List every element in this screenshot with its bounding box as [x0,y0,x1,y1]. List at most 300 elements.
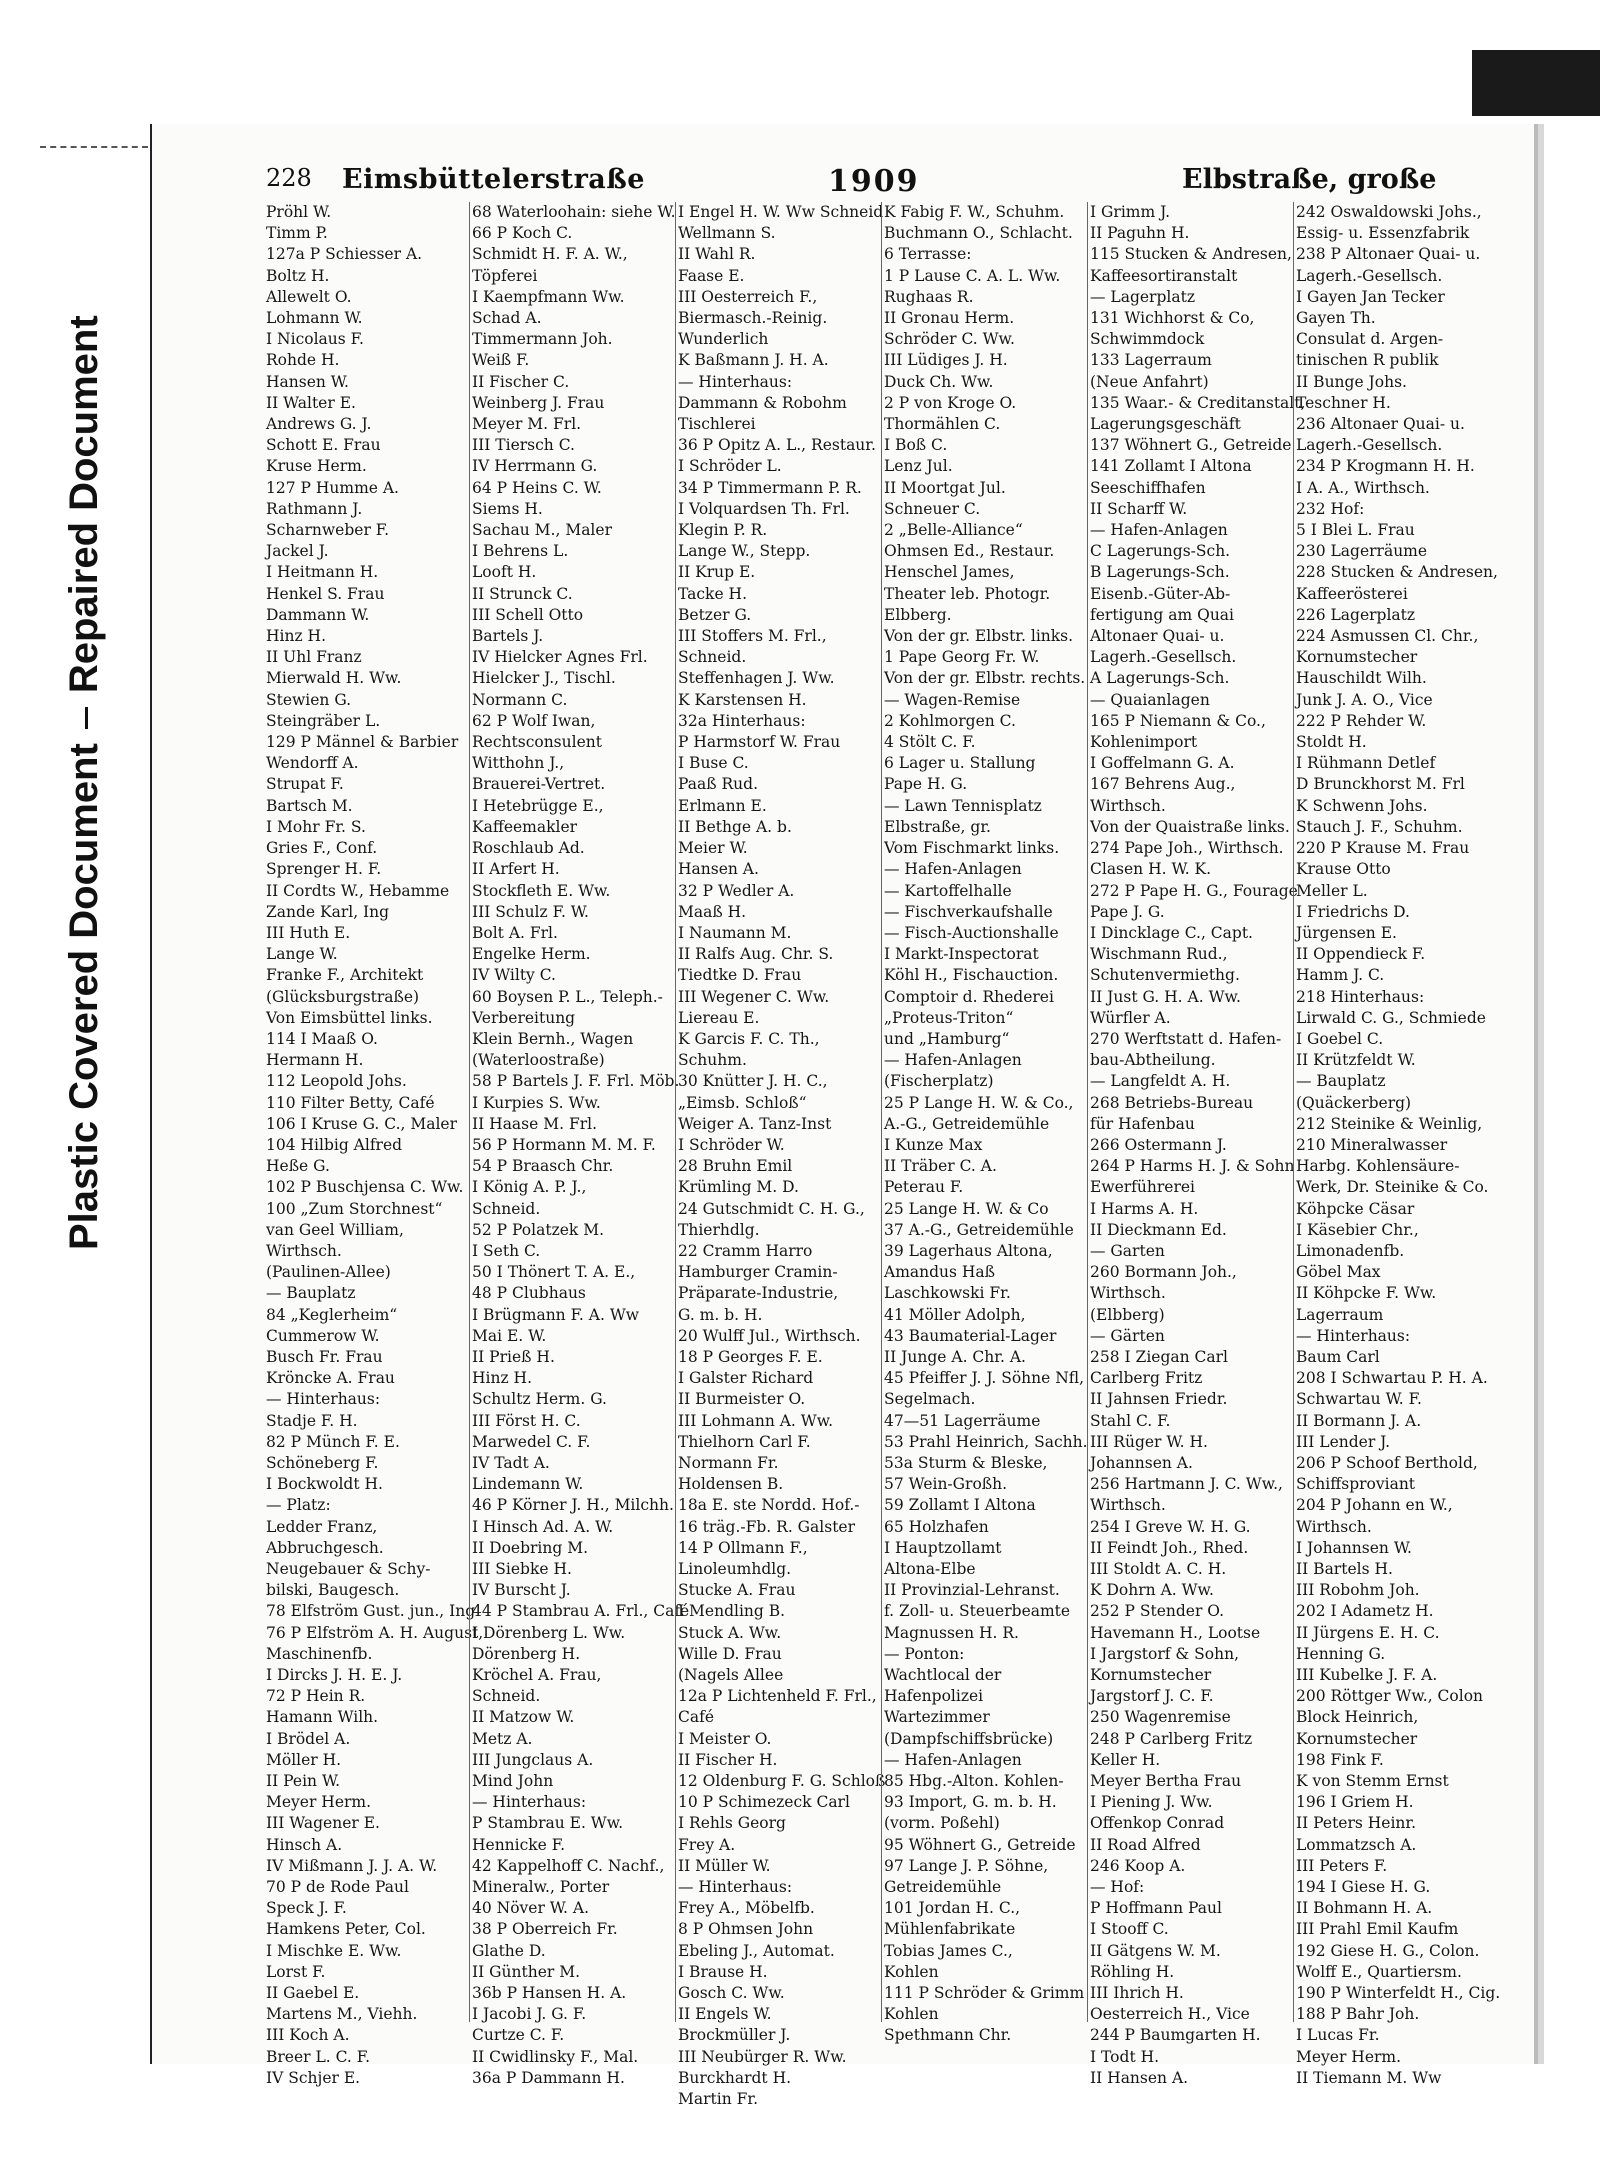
directory-entry: 44 P Stambrau A. Frl., Café [472,1602,690,1621]
directory-entry: II Arfert H. [472,860,560,879]
directory-entry: Holdensen B. [678,1475,784,1494]
side-label-separator [85,707,88,729]
directory-entry: 218 Hinterhaus: [1296,987,1425,1006]
directory-entry: I Brause H. [678,1962,768,1981]
directory-entry: Wartezimmer [884,1708,990,1727]
directory-entry: A Lagerungs-Sch. [1090,669,1230,688]
directory-entry: f. Zoll- u. Steuerbeamte [884,1602,1071,1621]
directory-entry: Lange W. [266,945,338,964]
directory-entry: — Garten [1090,1241,1165,1260]
directory-entry: I Goffelmann G. A. [1090,754,1235,773]
directory-entry: Sachau M., Maler [472,521,612,540]
directory-entry: I Naumann M. [678,923,792,942]
directory-entry: Wirthsch. [1090,796,1166,815]
header-right-title: Elbstraße, große [1182,164,1437,195]
directory-entry: II Burmeister O. [678,1390,806,1409]
directory-entry: Teschner H. [1296,393,1391,412]
directory-entry: 115 Stucken & Andresen, [1090,245,1292,264]
directory-entry: Kröchel A. Frau, [472,1666,602,1685]
directory-entry: 165 P Niemann & Co., [1090,711,1266,730]
directory-entry: Kornumstecher [1090,1666,1212,1685]
directory-entry: 236 Altonaer Quai- u. [1296,415,1465,434]
directory-entry: I Nicolaus F. [266,330,364,349]
directory-entry: 274 Pape Joh., Wirthsch. [1090,839,1284,858]
directory-entry: 244 P Baumgarten H. [1090,2026,1261,2045]
directory-entry: III Wegener C. Ww. [678,987,830,1006]
directory-entry: 234 P Krogmann H. H. [1296,457,1475,476]
directory-entry: Bartels J. [472,627,544,646]
top-ticks [40,146,148,148]
directory-entry: K Dohrn A. Ww. [1090,1581,1214,1600]
directory-entry: Lorst F. [266,1962,326,1981]
directory-entry: Werk, Dr. Steinike & Co. [1296,1178,1489,1197]
directory-entry: III Schell Otto [472,605,584,624]
directory-entry: Schröder C. Ww. [884,330,1015,349]
directory-entry: II Road Alfred [1090,1835,1201,1854]
directory-entry: 65 Holzhafen [884,1517,989,1536]
directory-entry: Wellmann S. [678,224,776,243]
directory-entry: 43 Baumaterial-Lager [884,1326,1057,1345]
directory-entry: Hamburger Cramin- [678,1263,838,1282]
column-separator [675,202,676,2022]
directory-entry: B Lagerungs-Sch. [1090,563,1230,582]
directory-entry: Hamm J. C. [1296,966,1385,985]
directory-entry: Kaffeerösterei [1296,584,1408,603]
directory-entry: 93 Import, G. m. b. H. [884,1793,1057,1812]
side-label-left: Plastic Covered Document [62,743,106,1250]
directory-entry: III Peters F. [1296,1856,1388,1875]
directory-entry: 264 P Harms H. J. & Sohn [1090,1157,1295,1176]
directory-entry: 14 P Ollmann F., [678,1538,808,1557]
directory-entry: Hansen W. [266,372,349,391]
directory-entry: Von der gr. Elbstr. rechts. [884,669,1086,688]
directory-entry: 78 Elfström Gust. jun., Ing [266,1602,476,1621]
directory-entry: 12a P Lichtenheld F. Frl., [678,1687,877,1706]
directory-entry: (Paulinen-Allee) [266,1263,391,1282]
directory-entry: 53 Prahl Heinrich, Sachh. [884,1432,1088,1451]
directory-entry: II Doebring M. [472,1538,589,1557]
directory-entry: Eisenb.-Güter-Ab- [1090,584,1231,603]
directory-entry: Wolff E., Quartiersm. [1296,1962,1462,1981]
directory-entry: 206 P Schoof Berthold, [1296,1453,1478,1472]
directory-entry: Pröhl W. [266,203,332,221]
directory-entry: Ohmsen Ed., Restaur. [884,542,1055,561]
directory-entry: Meller L. [1296,881,1368,900]
directory-entry: Rechtsconsulent [472,733,602,752]
directory-entry: 204 P Johann en W., [1296,1496,1453,1515]
directory-entry: Getreidemühle [884,1878,1002,1897]
directory-entry: 36b P Hansen H. A. [472,1984,627,2003]
directory-entry: Meyer M. Frl. [472,415,582,434]
directory-entry: I Seth C. [472,1241,541,1260]
directory-entry: I Brödel A. [266,1729,351,1748]
directory-entry: Mind John [472,1772,554,1791]
directory-entry: Martens M., Viehh. [266,2005,418,2024]
directory-entry: 220 P Krause M. Frau [1296,839,1470,858]
directory-entry: Ledder Franz, [266,1517,378,1536]
directory-entry: Göbel Max [1296,1263,1381,1282]
directory-entry: III Kubelke J. F. A. [1296,1666,1438,1685]
directory-entry: Maschinenfb. [266,1644,373,1663]
directory-entry: III Rüger W. H. [1090,1432,1208,1451]
directory-entry: Mühlenfabrikate [884,1920,1016,1939]
directory-entry: Biermasch.-Reinig. [678,309,828,328]
column-separator [1293,202,1294,2022]
directory-entry: 190 P Winterfeldt H., Cig. [1296,1984,1501,2003]
directory-entry: 208 I Schwartau P. H. A. [1296,1369,1488,1388]
directory-entry: II Jürgens E. H. C. [1296,1623,1440,1642]
directory-entry: — Hinterhaus: [678,1878,793,1897]
directory-entry: I Mendling B. [678,1602,786,1621]
directory-entry: 198 Fink F. [1296,1750,1384,1769]
directory-entry: II Wahl R. [678,245,756,264]
directory-entry: Lagerh.-Gesellsch. [1296,266,1443,285]
directory-entry: 188 P Bahr Joh. [1296,2005,1420,2024]
directory-entry: Witthohn J., [472,754,565,773]
directory-entry: (Fischerplatz) [884,1072,994,1091]
directory-entry: Hamkens Peter, Col. [266,1920,426,1939]
directory-entry: — Hof: [1090,1878,1145,1897]
directory-entry: K Baßmann J. H. A. [678,351,829,370]
directory-entry: Engelke Herm. [472,945,591,964]
directory-entry: Hamann Wilh. [266,1708,379,1727]
directory-entry: Café [678,1708,715,1727]
directory-entry: II Pein W. [266,1772,341,1791]
directory-entry: 60 Boysen P. L., Teleph.- [472,987,663,1006]
directory-entry: 242 Oswaldowski Johs., [1296,203,1482,221]
directory-entry: Martin Fr. [678,2090,759,2109]
directory-entry: Wirthsch. [266,1241,342,1260]
directory-entry: Bartsch M. [266,796,353,815]
directory-entry: Schöneberg F. [266,1453,379,1472]
directory-entry: 127 P Humme A. [266,478,399,497]
directory-entry: 95 Wöhnert G., Getreide [884,1835,1076,1854]
directory-entry: Thielhorn Carl F. [678,1432,811,1451]
directory-entry: Mierwald H. Ww. [266,669,402,688]
directory-entry: Kröncke A. Frau [266,1369,395,1388]
directory-entry: 46 P Körner J. H., Milchh. [472,1496,674,1515]
directory-entry: „Eimsb. Schloß“ [678,1093,807,1112]
directory-entry: Stewien G. [266,690,352,709]
directory-entry: I Todt H. [1090,2047,1160,2066]
directory-entry: Spethmann Chr. [884,2026,1012,2045]
directory-entry: Schiffsproviant [1296,1475,1416,1494]
directory-entry: Carlberg Fritz [1090,1369,1203,1388]
directory-entry: Schneid. [472,1687,541,1706]
directory-entry: (vorm. Poßehl) [884,1814,1000,1833]
directory-entry: Schutenvermiethg. [1090,966,1240,985]
directory-entry: Breer L. C. F. [266,2047,371,2066]
directory-entry: Klegin P. R. [678,521,768,540]
directory-entry: Von Eimsbüttel links. [266,1008,433,1027]
directory-entry: Henkel S. Frau [266,584,385,603]
directory-entry: II Gätgens W. M. [1090,1941,1221,1960]
directory-entry: Von der Quaistraße links. [1090,817,1290,836]
directory-entry: fertigung am Quai [1090,605,1234,624]
directory-entry: 53a Sturm & Bleske, [884,1453,1048,1472]
directory-entry: I Lucas Fr. [1296,2026,1380,2045]
directory-entry: 16 träg.-Fb. R. Galster [678,1517,856,1536]
directory-entry: 226 Lagerplatz [1296,605,1416,624]
directory-entry: I Boß C. [884,436,948,455]
directory-entry: Weiger A. Tanz-Inst [678,1114,832,1133]
directory-entry: Dörenberg H. [472,1644,581,1663]
directory-entry: Timm P. [266,224,328,243]
directory-entry: — Bauplatz [266,1284,356,1303]
column-separator [881,202,882,2022]
directory-entry: 48 P Clubhaus [472,1284,586,1303]
directory-entry: 127a P Schiesser A. [266,245,423,264]
directory-entry: Frey A. [678,1835,736,1854]
directory-entry: Pape H. G. [884,775,968,794]
directory-entry: II Träber C. A. [884,1157,997,1176]
directory-entry: I Stooff C. [1090,1920,1169,1939]
directory-entry: 260 Bormann Joh., [1090,1263,1237,1282]
directory-entry: 102 P Buschjensa C. Ww. [266,1178,464,1197]
directory-entry: Ewerführerei [1090,1178,1195,1197]
directory-entry: 37 A.-G., Getreidemühle [884,1220,1074,1239]
directory-entry: 250 Wagenremise [1090,1708,1231,1727]
directory-entry: — Bauplatz [1296,1072,1386,1091]
header-left-title: Eimsbüttelerstraße [342,164,645,195]
directory-entry: Kohlenimport [1090,733,1198,752]
directory-entry: III Oesterreich F., [678,287,818,306]
page-number: 228 [266,164,312,192]
directory-entry: 57 Wein-Großh. [884,1475,1008,1494]
directory-entry: Speck J. F. [266,1899,347,1918]
directory-entry: Wunderlich [678,330,769,349]
directory-entry: II Bartels H. [1296,1560,1393,1578]
directory-entry: Betzer G. [678,605,752,624]
directory-entry: I Rühmann Detlef [1296,754,1436,773]
directory-entry: Kohlen [884,1962,939,1981]
directory-entry: 258 I Ziegan Carl [1090,1347,1229,1366]
directory-entry: II Bunge Johs. [1296,372,1407,391]
directory-entry: Lindemann W. [472,1475,584,1494]
directory-entry: Kornumstecher [1296,1729,1418,1748]
directory-entry: I Brügmann F. A. Ww [472,1305,640,1324]
directory-entry: Seeschiffhafen [1090,478,1206,497]
directory-entry: Kaffeesortiranstalt [1090,266,1238,285]
directory-entry: Stadje F. H. [266,1411,358,1430]
directory-entry: 56 P Hormann M. M. F. [472,1135,656,1154]
directory-entry: 10 P Schimezeck Carl [678,1793,850,1812]
directory-entry: 254 I Greve W. H. G. [1090,1517,1251,1536]
directory-entry: II Gronau Herm. [884,309,1015,328]
directory-entry: Meier W. [678,839,748,858]
directory-entry: Wendorff A. [266,754,359,773]
directory-entry: 4 Stölt C. F. [884,733,976,752]
directory-page [150,124,1538,2109]
directory-entry: I Dörenberg L. Ww. [472,1623,626,1642]
directory-entry: 97 Lange J. P. Söhne, [884,1856,1049,1875]
directory-entry: Rughaas R. [884,287,974,306]
directory-entry: II Oppendieck F. [1296,945,1426,964]
directory-entry: Theater leb. Photogr. [884,584,1051,603]
directory-entry: Block Heinrich, [1296,1708,1419,1727]
directory-entry: 64 P Heins C. W. [472,478,602,497]
directory-entry: II Prieß H. [472,1347,555,1366]
directory-entry: — Ponton: [884,1644,965,1663]
directory-entry: 41 Möller Adolph, [884,1305,1026,1324]
directory-entry: 268 Betriebs-Bureau [1090,1093,1254,1112]
directory-entry: für Hafenbau [1090,1114,1195,1133]
directory-entry: 39 Lagerhaus Altona, [884,1241,1053,1260]
directory-entry: II Cwidlinsky F., Mal. [472,2047,639,2066]
directory-entry: „Proteus-Triton“ [884,1008,1014,1027]
directory-entry: Peterau F. [884,1178,964,1197]
directory-entry: Paaß Rud. [678,775,758,794]
directory-entry: 18 P Georges F. E. [678,1347,823,1366]
directory-entry: 25 Lange H. W. & Co [884,1199,1049,1218]
directory-entry: Kruse Herm. [266,457,367,476]
directory-entry: 101 Jordan H. C., [884,1899,1021,1918]
directory-entry: Henning G. [1296,1644,1386,1663]
directory-entry: Tacke H. [678,584,747,603]
directory-entry: Schneid. [472,1199,541,1218]
directory-entry: IV Wilty C. [472,966,556,985]
directory-entry: I Käsebier Chr., [1296,1220,1419,1239]
directory-entry: I Gayen Jan Tecker [1296,287,1445,306]
directory-entry: IV Mißmann J. J. A. W. [266,1856,438,1875]
directory-entry: II Krup E. [678,563,756,582]
directory-entry: IV Hielcker Agnes Frl. [472,648,648,667]
directory-entry: Gries F., Conf. [266,839,378,858]
directory-entry: Kaffeemakler [472,817,578,836]
directory-entry: 32 P Wedler A. [678,881,795,900]
directory-entry: — Fisch-Auctionshalle [884,923,1059,942]
directory-entry: I Hetebrügge E., [472,796,604,815]
directory-entry: II Cordts W., Hebamme [266,881,450,900]
directory-entry: Meyer Herm. [1296,2047,1402,2066]
directory-entry: II Paguhn H. [1090,224,1190,243]
column-separator [469,202,470,2022]
directory-entry: 45 Pfeiffer J. J. Söhne Nfl, [884,1369,1085,1388]
directory-entry: K von Stemm Ernst [1296,1772,1449,1791]
directory-entry: IV Herrmann G. [472,457,598,476]
directory-entry: Heße G. [266,1157,330,1176]
directory-entry: Oesterreich H., Vice [1090,2005,1250,2024]
directory-entry: II Krützfeldt W. [1296,1051,1416,1070]
directory-entry: Brockmüller J. [678,2026,791,2045]
directory-entry: 66 P Koch C. [472,224,573,243]
directory-entry: II Bormann J. A. [1296,1411,1422,1430]
directory-entry: C Lagerungs-Sch. [1090,542,1231,561]
directory-entry: — Hinterhaus: [678,372,793,391]
directory-entry: 5 I Blei L. Frau [1296,521,1415,540]
directory-entry: I Dircks J. H. E. J. [266,1666,403,1685]
directory-entry: IV Burscht J. [472,1581,571,1600]
directory-entry: P Harmstorf W. Frau [678,733,841,752]
directory-entry: I Galster Richard [678,1369,814,1388]
column-3 [678,202,886,2109]
directory-entry: I Schröder L. [678,457,782,476]
header-year: 1909 [828,164,920,199]
directory-entry: III Först H. C. [472,1411,581,1430]
directory-entry: K Garcis F. C. Th., [678,1029,820,1048]
directory-entry: II Provinzial-Lehranst. [884,1581,1060,1600]
directory-entry: — Hafen-Anlagen [884,1750,1022,1769]
directory-entry: Steffenhagen J. Ww. [678,669,835,688]
directory-entry: I Grimm J. [1090,203,1171,221]
directory-entry: 42 Kappelhoff C. Nachf., [472,1856,665,1875]
directory-entry: 38 P Oberreich Fr. [472,1920,618,1939]
directory-entry: 2 „Belle-Alliance“ [884,521,1023,540]
directory-entry: Meyer Bertha Frau [1090,1772,1242,1791]
directory-entry: Wille D. Frau [678,1644,782,1663]
directory-entry: (Quäckerberg) [1296,1093,1412,1112]
directory-entry: II Uhl Franz [266,648,362,667]
directory-entry: Tischlerei [678,415,756,434]
directory-entry: II Müller W. [678,1856,771,1875]
directory-entry: Comptoir d. Rhederei [884,987,1054,1006]
side-label [62,315,107,1250]
directory-entry: (Nagels Allee [678,1666,784,1685]
directory-entry: III Jungclaus A. [472,1750,594,1769]
directory-entry: Schmidt H. F. A. W., [472,245,628,264]
directory-entry: Hennicke F. [472,1835,566,1854]
directory-entry: II Scharff W. [1090,499,1188,518]
directory-entry: tinischen R publik [1296,351,1439,370]
directory-entry: Cummerow W. [266,1326,380,1345]
directory-entry: Normann Fr. [678,1453,779,1472]
directory-entry: Curtze C. F. [472,2026,565,2045]
directory-entry: Scharnweber F. [266,521,390,540]
directory-entry: Verbereitung [472,1008,576,1027]
directory-entry: III Siebke H. [472,1560,572,1578]
directory-entry: (Glücksburgstraße) [266,987,420,1006]
directory-entry: 270 Werftstatt d. Hafen- [1090,1029,1282,1048]
directory-entry: P Stambrau E. Ww. [472,1814,624,1833]
directory-entry: 32a Hinterhaus: [678,711,806,730]
directory-entry: Hinz H. [472,1369,532,1388]
directory-entry: van Geel William, [266,1220,404,1239]
directory-entry: I Harms A. H. [1090,1199,1199,1218]
directory-entry: Kohlen [884,2005,939,2024]
directory-entry: 36a P Dammann H. [472,2068,625,2087]
directory-entry: II Bethge A. b. [678,817,792,836]
directory-entry: III Ihrich H. [1090,1984,1184,2003]
directory-entry: 58 P Bartels J. F. Frl. Möb. [472,1072,680,1091]
directory-entry: bilski, Baugesch. [266,1581,400,1600]
directory-entry: 2 Kohlmorgen C. [884,711,1016,730]
directory-entry: Stuck A. Ww. [678,1623,782,1642]
directory-entry: Timmermann Joh. [472,330,613,349]
column-5 [1090,202,1306,2087]
directory-entry: Amandus Haß [884,1263,996,1282]
directory-entry: II Moortgat Jul. [884,478,1006,497]
directory-entry: Linoleumhdlg. [678,1560,792,1578]
directory-entry: D Brunckhorst M. Frl [1296,775,1465,794]
directory-entry: Schwimmdock [1090,330,1205,349]
directory-entry: III Neubürger R. Ww. [678,2047,847,2066]
directory-entry: 210 Mineralwasser [1296,1135,1448,1154]
directory-entry: Präparate-Industrie, [678,1284,839,1303]
directory-entry: Stoldt H. [1296,733,1367,752]
directory-entry: Pape J. G. [1090,902,1165,921]
directory-entry: II Köhpcke F. Ww. [1296,1284,1437,1303]
directory-entry: Jürgensen E. [1296,923,1397,942]
directory-entry: II Walter E. [266,393,356,412]
directory-entry: — Hafen-Anlagen [884,860,1022,879]
directory-entry: (Dampfschiffsbrücke) [884,1729,1054,1748]
directory-entry: 47—51 Lagerräume [884,1411,1041,1430]
directory-entry: 222 P Rehder W. [1296,711,1427,730]
directory-entry: III Huth E. [266,923,351,942]
directory-entry: Schwartau W. F. [1296,1390,1422,1409]
directory-entry: IV Schjer E. [266,2068,361,2087]
directory-entry: Glathe D. [472,1941,546,1960]
